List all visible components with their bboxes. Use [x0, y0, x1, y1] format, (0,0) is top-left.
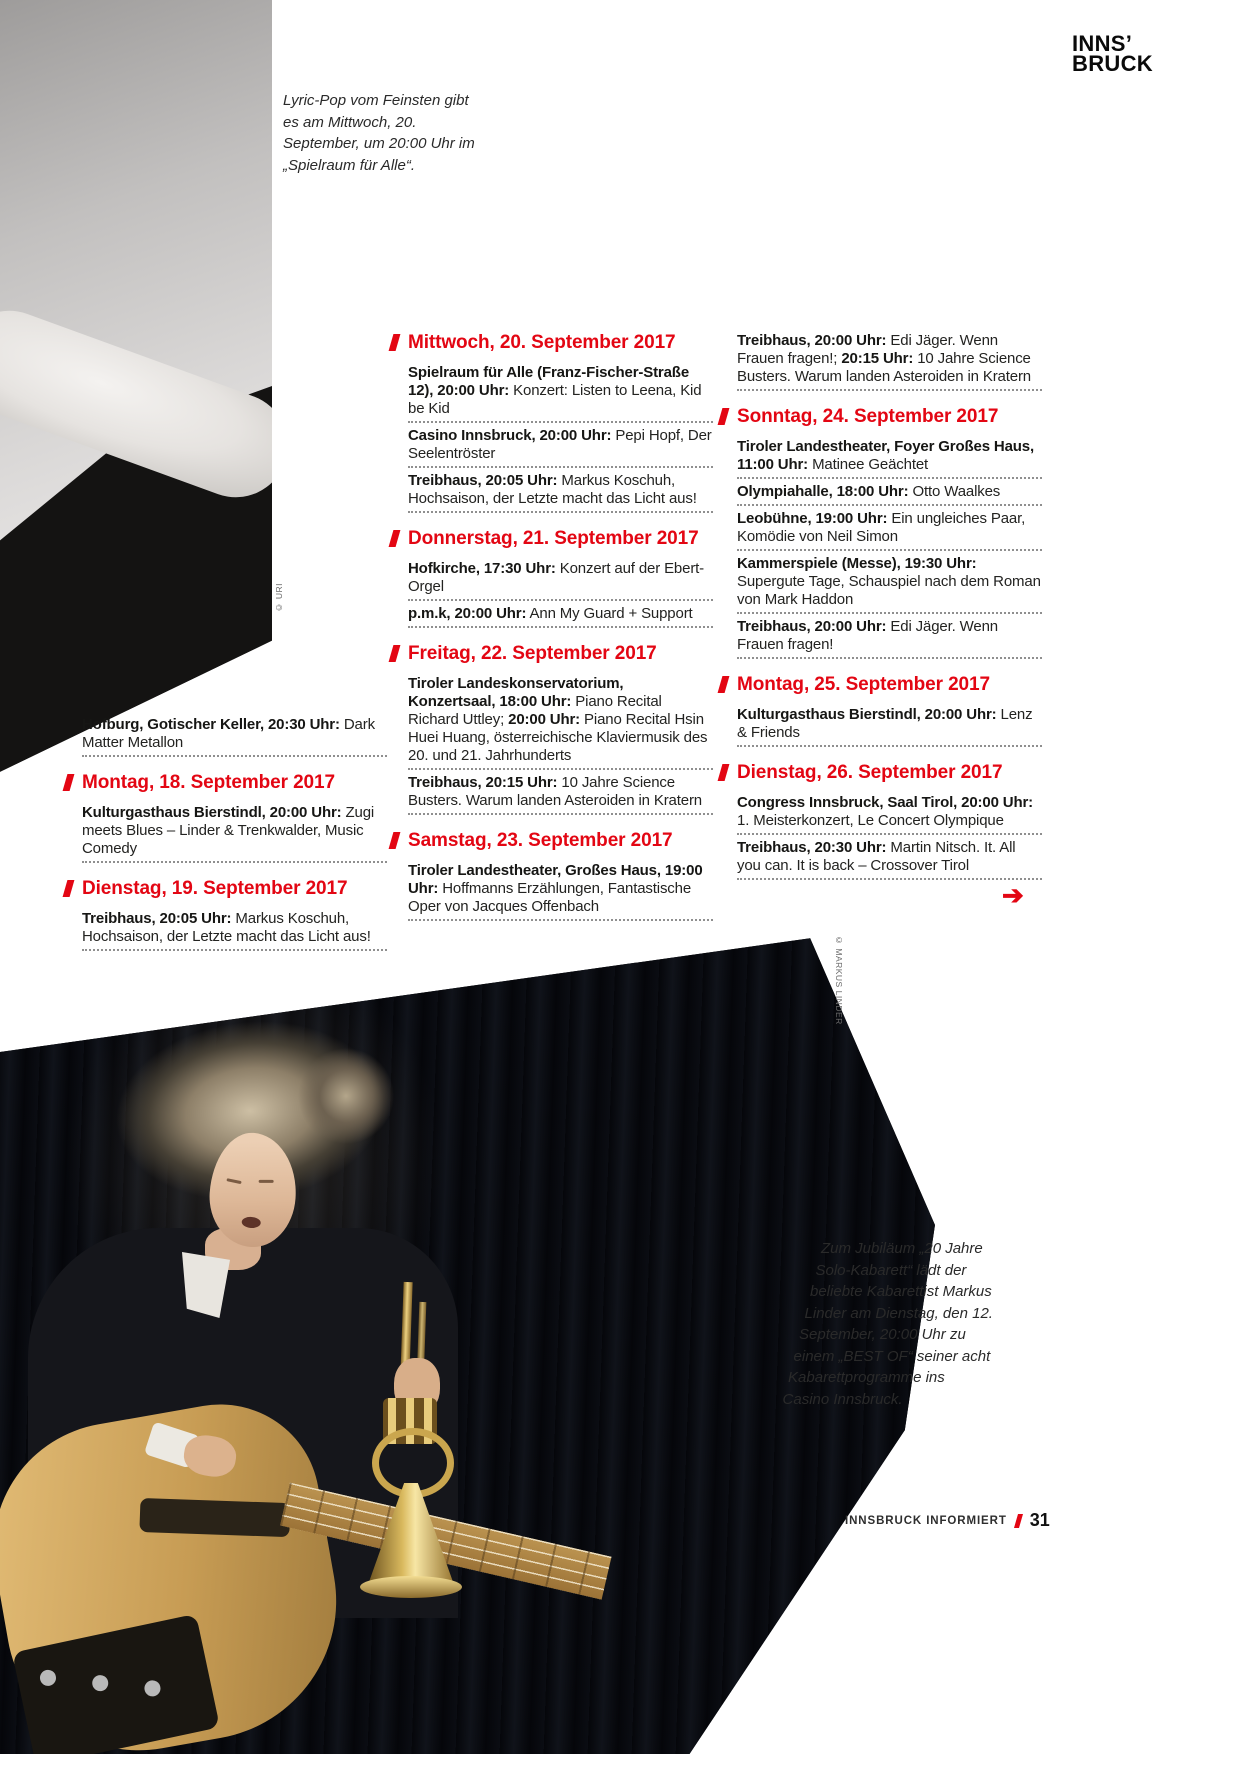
event-description: Markus Koschuh, Hochsaison, der Letzte macht das Licht aus!: [408, 472, 697, 507]
event-description: Edi Jäger. Wenn Frauen fragen!: [737, 618, 998, 653]
event-description: 10 Jahre Science Busters. Warum landen Asteroiden in Kratern: [737, 350, 1031, 385]
event-entry: [408, 774, 713, 815]
next-page-arrow-icon: ➔: [1002, 880, 1024, 910]
tuning-peg: [143, 1679, 162, 1698]
event-day-header: [408, 643, 713, 664]
event-venue-time: Hofburg, Gotischer Keller, 20:30 Uhr:: [82, 716, 340, 733]
event-venue-time: Congress Innsbruck, Saal Tirol, 20:00 Uhr:: [737, 794, 1034, 811]
event-entry: [408, 364, 713, 423]
event-venue-time: 20:00 Uhr:: [508, 711, 581, 728]
tuning-peg: [39, 1668, 58, 1687]
event-venue-time: Leobühne, 19:00 Uhr:: [737, 510, 888, 527]
caption-bottom: [775, 1238, 993, 1418]
red-slash-icon: [389, 832, 401, 849]
event-venue-time: Kulturgasthaus Bierstindl, 20:00 Uhr:: [737, 706, 997, 723]
performer-eye-right: [259, 1180, 274, 1183]
event-venue-time: Tiroler Landestheater, Großes Haus, 19:00 Uhr:: [408, 862, 703, 897]
event-day-header: [82, 878, 387, 899]
event-description: Konzert: Listen to Leena, Kid be Kid: [408, 382, 702, 417]
event-entry: [408, 472, 713, 513]
event-description: Konzert auf der Ebert-Orgel: [408, 560, 705, 595]
event-entry: [737, 332, 1042, 391]
event-day-header: [408, 332, 713, 353]
caption-bottom-text: Zum Jubiläum „20 Jahre Solo-Kabarett“ lädt der beliebte Kabarettist Markus Linder am Dienstag, den 12. September, 20:00 Uhr zu einem „BEST OF“ seiner acht Kabarettprogramme ins Casino Innsbruck.: [782, 1240, 993, 1408]
event-day-title: Samstag, 23. September 2017: [408, 830, 673, 851]
event-day-title: Montag, 25. September 2017: [737, 674, 990, 695]
events-column-middle: [408, 332, 713, 925]
logo-line-2: BRUCK: [1072, 51, 1153, 76]
event-venue-time: p.m.k, 20:00 Uhr:: [408, 605, 527, 622]
bass-guitar-pickup: [139, 1498, 290, 1537]
event-description: Dark Matter Metallon: [82, 716, 375, 751]
logo-line-1: INNS’: [1072, 31, 1133, 56]
page-footer: [845, 1510, 1050, 1531]
event-description: Zugi meets Blues – Linder & Trenkwalder, Music Comedy: [82, 804, 375, 857]
events-column-left: [82, 716, 387, 955]
event-day-header: [408, 528, 713, 549]
event-venue-time: Casino Innsbruck, 20:00 Uhr:: [408, 427, 612, 444]
footer-magazine-name: INNSBRUCK INFORMIERT: [845, 1514, 1007, 1527]
red-slash-icon: [389, 334, 401, 351]
red-slash-icon: [389, 645, 401, 662]
red-slash-icon: [389, 530, 401, 547]
event-venue-time: Tiroler Landestheater, Foyer Großes Haus, 11:00 Uhr:: [737, 438, 1035, 473]
red-slash-icon: [1014, 1514, 1023, 1528]
event-day-header: [737, 406, 1042, 427]
event-description: 1. Meisterkonzert, Le Concert Olympique: [737, 812, 1004, 829]
red-slash-icon: [718, 764, 730, 781]
performer-eye-left: [226, 1178, 241, 1184]
event-day-title: Dienstag, 26. September 2017: [737, 762, 1003, 783]
red-slash-icon: [63, 880, 75, 897]
event-day-title: Donnerstag, 21. September 2017: [408, 528, 699, 549]
red-slash-icon: [718, 676, 730, 693]
event-entry: [408, 605, 713, 628]
event-description: Ann My Guard + Support: [526, 605, 693, 622]
event-venue-time: Treibhaus, 20:00 Uhr:: [737, 332, 887, 349]
event-venue-time: Treibhaus, 20:05 Uhr:: [82, 910, 232, 927]
event-entry: [737, 839, 1042, 880]
event-entry: [737, 706, 1042, 747]
event-entry: [408, 427, 713, 468]
event-entry: [737, 510, 1042, 551]
event-venue-time: Spielraum für Alle (Franz-Fischer-Straße 12), 20:00 Uhr:: [408, 364, 690, 399]
event-day-title: Montag, 18. September 2017: [82, 772, 335, 793]
photo-credit-top: © URI: [274, 583, 284, 613]
event-day-title: Mittwoch, 20. September 2017: [408, 332, 676, 353]
event-description: Martin Nitsch. It. All you can. It is back – Crossover Tirol: [737, 839, 1016, 874]
performer-mouth: [241, 1216, 261, 1228]
event-day-header: [82, 772, 387, 793]
event-entry: [737, 555, 1042, 614]
photo-credit-bottom: © MARKUS LINDER: [834, 935, 844, 1025]
event-description: Piano Recital Richard Uttley;: [408, 693, 662, 728]
event-description: Ein ungleiches Paar, Komödie von Neil Simon: [737, 510, 1026, 545]
event-venue-time: Kammerspiele (Messe), 19:30 Uhr:: [737, 555, 977, 572]
event-description: Otto Waalkes: [908, 483, 1001, 500]
event-entry: [408, 560, 713, 601]
event-venue-time: 20:15 Uhr:: [841, 350, 914, 367]
event-description: Lenz & Friends: [737, 706, 1033, 741]
event-entry: [82, 910, 387, 951]
performer-hair-strand: [298, 1048, 394, 1144]
red-slash-icon: [63, 774, 75, 791]
event-entry: [82, 716, 387, 757]
photo-top-left: [0, 0, 272, 772]
event-day-title: Sonntag, 24. September 2017: [737, 406, 999, 427]
event-venue-time: Treibhaus, 20:05 Uhr:: [408, 472, 558, 489]
event-description: Edi Jäger. Wenn Frauen fragen!;: [737, 332, 998, 367]
event-venue-time: Treibhaus, 20:30 Uhr:: [737, 839, 887, 856]
event-venue-time: Hofkirche, 17:30 Uhr:: [408, 560, 556, 577]
event-description: 10 Jahre Science Busters. Warum landen Asteroiden in Kratern: [408, 774, 702, 809]
event-venue-time: Treibhaus, 20:15 Uhr:: [408, 774, 558, 791]
innsbruck-logo: [1072, 31, 1153, 76]
event-description: Markus Koschuh, Hochsaison, der Letzte macht das Licht aus!: [82, 910, 371, 945]
trumpet-bell-rim: [360, 1576, 462, 1598]
event-description: Matinee Geächtet: [808, 456, 929, 473]
red-slash-icon: [718, 408, 730, 425]
event-description: Piano Recital Hsin Huei Huang, österreichische Klaviermusik des 20. und 21. Jahrhunderts: [408, 711, 708, 764]
event-entry: [408, 675, 713, 770]
event-venue-time: Olympiahalle, 18:00 Uhr:: [737, 483, 909, 500]
event-entry: [408, 862, 713, 921]
event-venue-time: Kulturgasthaus Bierstindl, 20:00 Uhr:: [82, 804, 342, 821]
event-day-header: [408, 830, 713, 851]
event-entry: [737, 483, 1042, 506]
events-column-right: [737, 332, 1042, 884]
event-entry: [737, 618, 1042, 659]
event-venue-time: Tiroler Landeskonservatorium, Konzertsaal, 18:00 Uhr:: [408, 675, 624, 710]
event-description: Pepi Hopf, Der Seelentröster: [408, 427, 712, 462]
event-day-header: [737, 674, 1042, 695]
event-venue-time: Treibhaus, 20:00 Uhr:: [737, 618, 887, 635]
event-description: Hoffmanns Erzählungen, Fantastische Oper von Jacques Offenbach: [408, 880, 692, 915]
page-number: 31: [1029, 1510, 1050, 1530]
event-entry: [737, 794, 1042, 835]
event-day-title: Freitag, 22. September 2017: [408, 643, 657, 664]
event-entry: [737, 438, 1042, 479]
event-day-title: Dienstag, 19. September 2017: [82, 878, 348, 899]
event-entry: [82, 804, 387, 863]
caption-top: Lyric-Pop vom Feinsten gibt es am Mittwoch, 20. September, um 20:00 Uhr im „Spielraum für Alle“.: [283, 92, 475, 174]
event-description: Supergute Tage, Schauspiel nach dem Roman von Mark Haddon: [737, 573, 1041, 608]
tuning-peg: [91, 1674, 110, 1693]
event-day-header: [737, 762, 1042, 783]
